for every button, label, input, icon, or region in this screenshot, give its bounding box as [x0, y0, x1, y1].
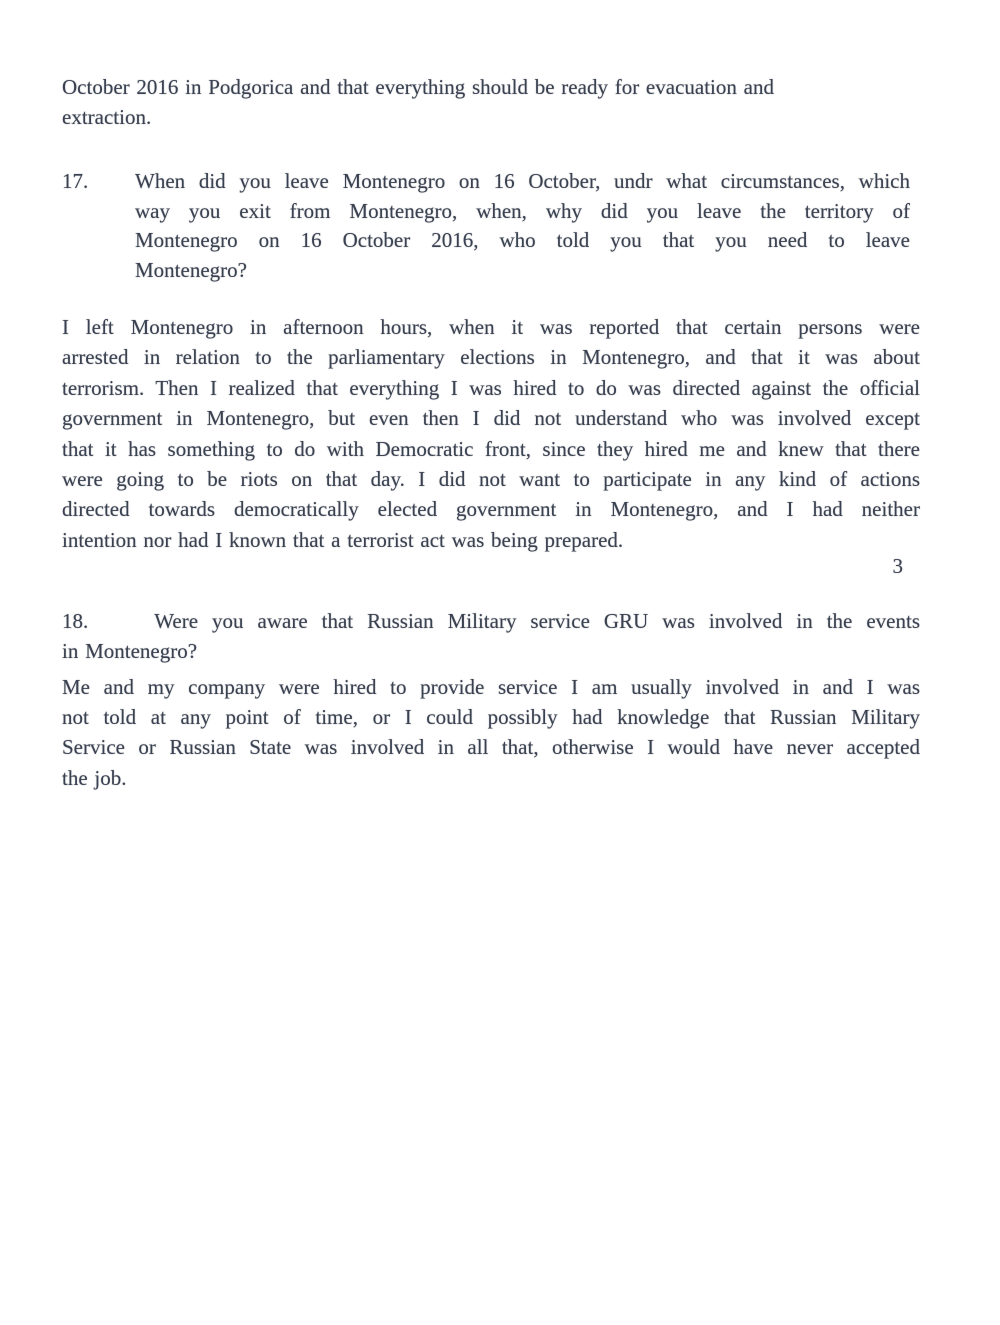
text-line: arrested in relation to the parliamentary elections in Montenegro, and that it was about: [62, 345, 920, 370]
question-17-text: [135, 167, 910, 285]
question-17-number: 17.: [62, 169, 89, 193]
text-line: Montenegro?: [135, 257, 247, 282]
text-line: extraction.: [62, 105, 152, 129]
text-line: way you exit from Montenegro, when, why did you leave the territory of: [135, 198, 910, 223]
text-line: [62, 607, 920, 637]
text-line: were going to be riots on that day. I did not want to participate in any kind of actions: [62, 467, 920, 492]
text-line: Me and my company were hired to provide service I am usually involved in and I was: [62, 675, 920, 699]
text-line: Service or Russian State was involved in all that, otherwise I would have never accepted: [62, 735, 920, 760]
text-line: I left Montenegro in afternoon hours, when it was reported that certain persons were: [62, 315, 920, 339]
question-18-number: 18.: [62, 609, 89, 633]
answer-17: [62, 312, 920, 555]
question-18: [62, 607, 920, 666]
text-line: in Montenegro?: [62, 638, 198, 663]
text-line: intention nor had I known that a terrorist act was being prepared.: [62, 527, 624, 552]
question-18-text: Were you aware that Russian Military service GRU was involved in the events: [154, 609, 920, 633]
intro-paragraph: [62, 72, 922, 132]
answer-18: [62, 672, 920, 793]
text-line: directed towards democratically elected government in Montenegro, and I had neither: [62, 497, 920, 522]
text-line: the job.: [62, 765, 127, 790]
text-line: terrorism. Then I realized that everything I was hired to do was directed against the official: [62, 375, 920, 400]
text-line: that it has something to do with Democratic front, since they hired me and knew that there: [62, 436, 920, 461]
text-line: When did you leave Montenegro on 16 October, undr what circumstances, which: [135, 169, 910, 193]
text-line: government in Montenegro, but even then I did not understand who was involved except: [62, 406, 920, 431]
question-17: [62, 167, 910, 285]
text-line: not told at any point of time, or I could possibly had knowledge that Russian Military: [62, 705, 920, 730]
page-number: 3: [892, 554, 903, 578]
text-line: Montenegro on 16 October 2016, who told you that you need to leave: [135, 228, 910, 252]
text-line: October 2016 in Podgorica and that everything should be ready for evacuation and: [62, 75, 774, 99]
